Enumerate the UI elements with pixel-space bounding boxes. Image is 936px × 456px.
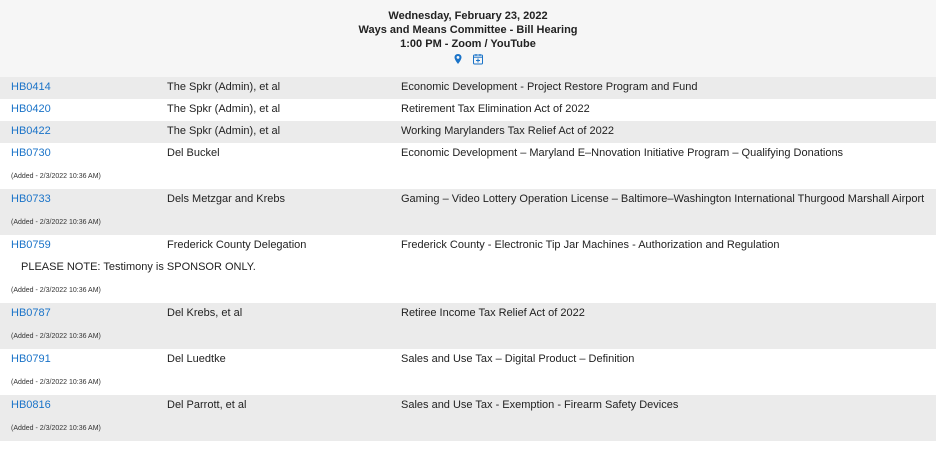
bill-sponsor: Frederick County Delegation (167, 239, 307, 251)
map-pin-icon[interactable] (452, 53, 464, 65)
committee-name: Ways and Means Committee - Bill Hearing (358, 24, 578, 36)
bill-title: Frederick County - Electronic Tip Jar Machines - Authorization and Regulation (401, 239, 780, 251)
bill-link[interactable]: HB0787 (11, 307, 51, 319)
bill-row (0, 395, 936, 441)
bill-row (0, 143, 936, 189)
bill-title: Economic Development – Maryland E–Nnovation Initiative Program – Qualifying Donations (401, 147, 844, 159)
added-timestamp: (Added - 2/3/2022 10:36 AM) (11, 219, 101, 226)
bill-sponsor: The Spkr (Admin), et al (167, 103, 281, 115)
bill-title: Retirement Tax Elimination Act of 2022 (401, 103, 590, 115)
bill-title: Gaming – Video Lottery Operation License – Baltimore–Washington International Thurgood Marshall Airport (401, 193, 925, 205)
added-timestamp: (Added - 2/3/2022 10:36 AM) (11, 287, 101, 294)
bill-row (0, 189, 936, 235)
bill-link[interactable]: HB0422 (11, 125, 51, 137)
bill-title: Economic Development - Project Restore Program and Fund (401, 81, 698, 93)
bill-link[interactable]: HB0759 (11, 239, 51, 251)
bill-title: Sales and Use Tax – Digital Product – Definition (401, 353, 635, 365)
bill-title: Retiree Income Tax Relief Act of 2022 (401, 307, 585, 319)
added-timestamp: (Added - 2/3/2022 10:36 AM) (11, 333, 101, 340)
bill-title: Sales and Use Tax - Exemption - Firearm Safety Devices (401, 399, 679, 411)
bill-row (0, 99, 936, 121)
bill-link[interactable]: HB0730 (11, 147, 51, 159)
bill-sponsor: Del Buckel (167, 147, 220, 159)
bill-link[interactable]: HB0816 (11, 399, 51, 411)
bill-sponsor: Dels Metzgar and Krebs (167, 193, 285, 205)
bill-sponsor: The Spkr (Admin), et al (167, 125, 281, 137)
bill-row (0, 303, 936, 349)
bill-sponsor: Del Luedtke (167, 353, 226, 365)
hearing-time: 1:00 PM - Zoom / YouTube (400, 38, 536, 50)
bill-link[interactable]: HB0420 (11, 103, 51, 115)
bill-title: Working Marylanders Tax Relief Act of 2022 (401, 125, 614, 137)
bill-link[interactable]: HB0414 (11, 81, 51, 93)
bill-sponsor: Del Krebs, et al (167, 307, 243, 319)
bill-row (0, 235, 936, 303)
sponsor-only-note: PLEASE NOTE: Testimony is SPONSOR ONLY. (21, 261, 256, 273)
bill-link[interactable]: HB0733 (11, 193, 51, 205)
bill-list (0, 77, 936, 441)
bill-link[interactable]: HB0791 (11, 353, 51, 365)
added-timestamp: (Added - 2/3/2022 10:36 AM) (11, 173, 101, 180)
added-timestamp: (Added - 2/3/2022 10:36 AM) (11, 379, 101, 386)
bill-sponsor: Del Parrott, et al (167, 399, 247, 411)
bill-row (0, 77, 936, 99)
added-timestamp: (Added - 2/3/2022 10:36 AM) (11, 425, 101, 432)
hearing-header (0, 0, 936, 77)
calendar-add-icon[interactable] (472, 53, 484, 65)
bill-row (0, 349, 936, 395)
bill-sponsor: The Spkr (Admin), et al (167, 81, 281, 93)
bill-row (0, 121, 936, 143)
hearing-date: Wednesday, February 23, 2022 (388, 10, 548, 22)
